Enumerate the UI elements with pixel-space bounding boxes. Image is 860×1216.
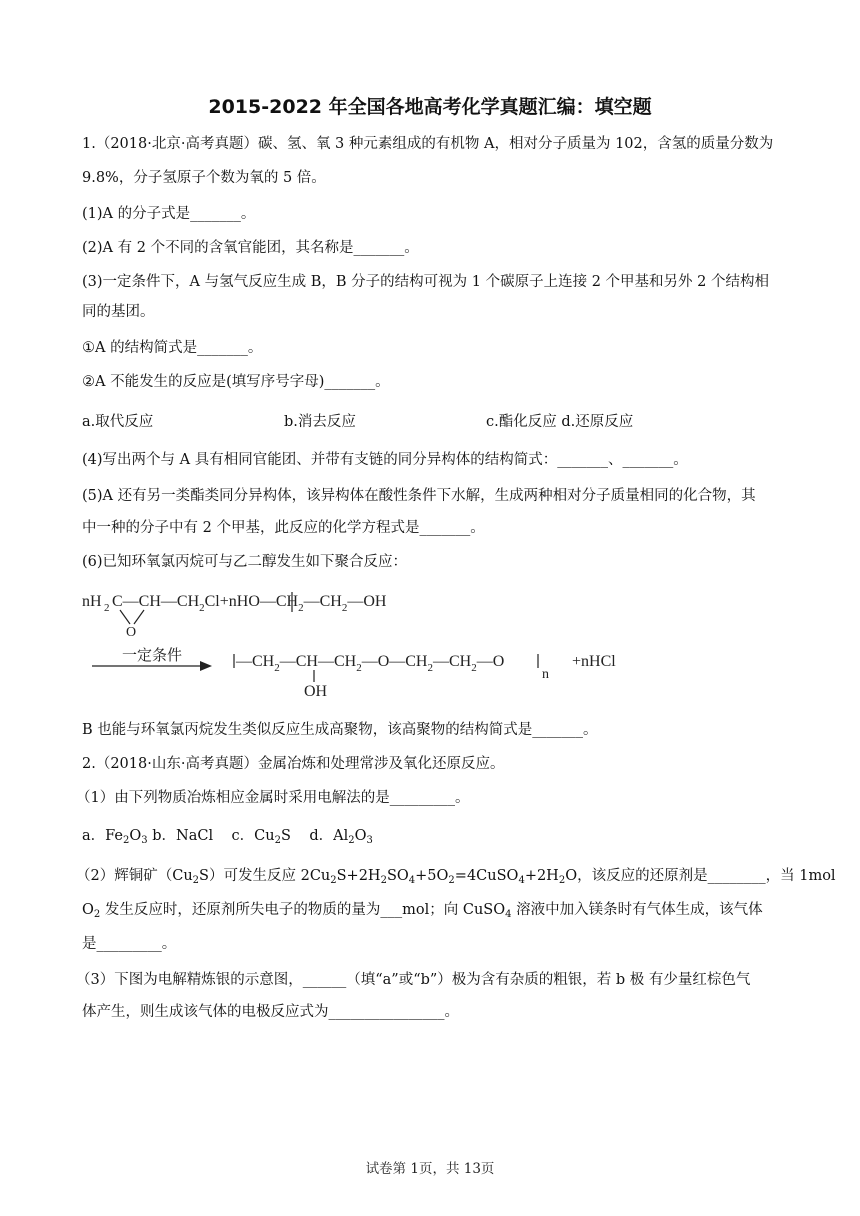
q1-part5-line2: 中一种的分子中有 2 个甲基，此反应的化学方程式是_______。 [82, 520, 485, 536]
q1-part4: (4)写出两个与 A 具有相同官能团、并带有支链的同分异构体的结构简式：_______、_______。 [82, 452, 688, 468]
q1-part1: (1)A 的分子式是_______。 [82, 206, 256, 222]
q2-stem: 2.（2018·山东·高考真题）金属冶炼和处理常涉及氧化还原反应。 [82, 756, 505, 772]
page-title: 2015-2022 年全国各地高考化学真题汇编：填空题 [208, 96, 652, 118]
q1-part6-question: B 也能与环氧氯丙烷发生类似反应生成高聚物，该高聚物的结构简式是_______。 [82, 722, 598, 738]
q1-part5-line1: (5)A 还有另一类酯类同分异构体，该异构体在酸性条件下水解，生成两种相对分子质量相同的化合物，其 [82, 488, 756, 504]
polymerization-reaction-scheme [82, 580, 642, 700]
arrow-head-icon [200, 661, 212, 671]
epoxide-bond-right [134, 610, 144, 624]
option-cd: c.酯化反应 d.还原反应 [486, 414, 634, 430]
reaction-condition: 一定条件 [122, 646, 183, 664]
q2-part2-line3: 是_________。 [82, 936, 177, 952]
option-b: b.消去反应 [284, 414, 356, 430]
epoxide-bond-left [120, 610, 130, 624]
q2-part3-line2: 体产生，则生成该气体的电极反应式为________________。 [82, 1004, 459, 1020]
q1-stem-line1: 1.（2018·北京·高考真题）碳、氢、氧 3 种元素组成的有机物 A，相对分子质量为 102，含氢的质量分数为 [82, 136, 774, 152]
q1-part3-sub1: ①A 的结构简式是_______。 [82, 340, 263, 356]
q1-stem-line2: 9.8%，分子氢原子个数为氧的 5 倍。 [82, 170, 326, 186]
q2-options: a．$Fe_2O_3$ b．NaCl c．$Cu_2S$ d．$Al_2O_3$ [82, 828, 373, 846]
page-footer: 试卷第 1页，共 13页 [365, 1161, 495, 1177]
q1-part6: (6)已知环氧氯丙烷可与乙二醇发生如下聚合反应： [82, 554, 408, 570]
q2-part1: （1）由下列物质冶炼相应金属时采用电解法的是_________。 [76, 790, 470, 806]
reactant-chain: $C—CH—CH_2Cl+nHO—CH_2—CH_2—OH$ [112, 593, 387, 614]
option-a: a.取代反应 [82, 414, 154, 430]
q1-part3-sub2: ②A 不能发生的反应是(填写序号字母)_______。 [82, 374, 390, 390]
svg-text:2: 2 [104, 602, 110, 614]
product-oh: OH [304, 683, 328, 700]
q1-part3-line2: 同的基团。 [82, 304, 155, 320]
q2-part2-line2: $O_2$ 发生反应时，还原剂所失电子的物质的量为___mol；向 CuSO$_4$ 溶液中加入镁条时有气体生成，该气体 [82, 902, 763, 920]
q1-part3-line1: (3)一定条件下，A 与氢气反应生成 B，B 分子的结构可视为 1 个碳原子上连接 2 个甲基和另外 2 个结构相 [82, 274, 769, 290]
product-chain: $—CH_2—CH—CH_2—O—CH_2—CH_2—O$ [236, 653, 505, 674]
q2-part2-line1: （2）辉铜矿$(Cu_2S)$可发生反应 $2Cu_2S+2H_2SO_4+5O_2=4CuSO_4+2H_2O$，该反应的还原剂是________，当 1mol [76, 868, 836, 886]
q1-part2: (2)A 有 2 个不同的含氧官能团，其名称是_______。 [82, 240, 419, 256]
product-hcl: +nHCl [572, 653, 616, 670]
q2-part3-line1: （3）下图为电解精炼银的示意图，______（填“a”或“b”）极为含有杂质的粗银，若 b 极 有少量红棕色气 [76, 972, 751, 988]
reactant-nh2: nH [82, 593, 102, 610]
repeat-count-n: n [542, 667, 549, 682]
epoxide-oxygen: O [126, 625, 137, 640]
